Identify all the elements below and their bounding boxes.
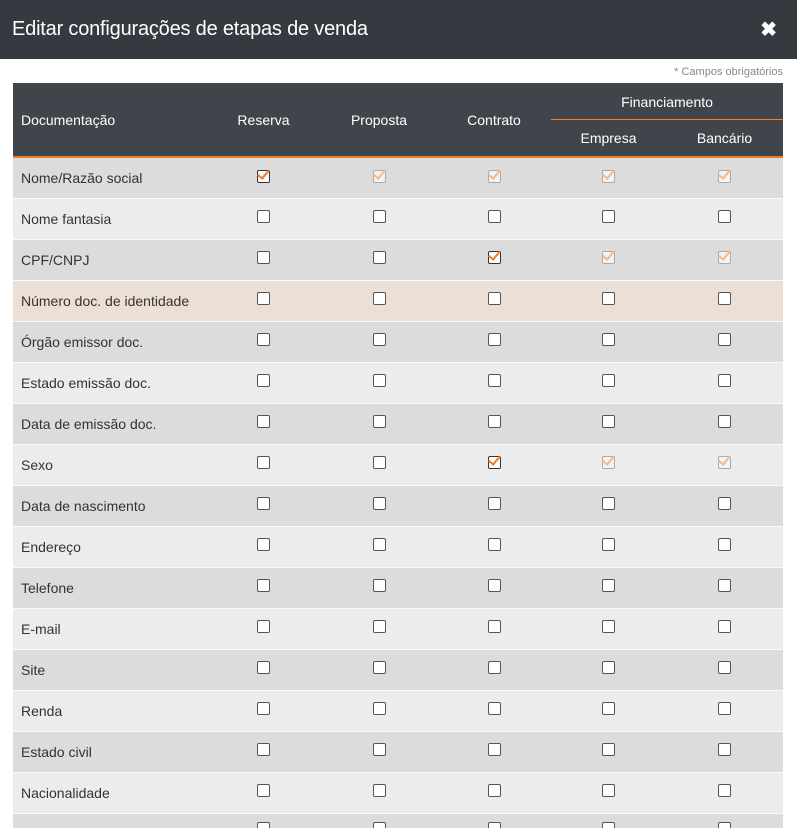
table-row bbox=[13, 772, 783, 813]
row-label: Data de nascimento bbox=[13, 485, 206, 526]
table-row bbox=[13, 485, 783, 526]
checkbox-bancario[interactable] bbox=[718, 538, 731, 551]
checkbox-bancario[interactable] bbox=[718, 210, 731, 223]
checkbox-contrato[interactable] bbox=[488, 620, 501, 633]
checkbox-proposta bbox=[373, 170, 386, 183]
checkbox-proposta[interactable] bbox=[373, 822, 386, 828]
checkbox-proposta[interactable] bbox=[373, 538, 386, 551]
column-header-financiamento: Financiamento bbox=[551, 83, 783, 120]
checkbox-contrato[interactable] bbox=[488, 456, 501, 469]
cell-empresa bbox=[551, 567, 666, 608]
checkbox-reserva[interactable] bbox=[257, 333, 270, 346]
cell-bancario bbox=[666, 444, 783, 485]
cell-proposta bbox=[321, 280, 437, 321]
checkbox-reserva[interactable] bbox=[257, 620, 270, 633]
cell-contrato bbox=[437, 280, 551, 321]
checkbox-empresa[interactable] bbox=[602, 497, 615, 510]
column-header-empresa: Empresa bbox=[551, 120, 666, 157]
cell-proposta bbox=[321, 526, 437, 567]
cell-proposta bbox=[321, 321, 437, 362]
checkbox-contrato[interactable] bbox=[488, 333, 501, 346]
cell-bancario bbox=[666, 198, 783, 239]
checkbox-bancario[interactable] bbox=[718, 743, 731, 756]
cell-proposta bbox=[321, 649, 437, 690]
row-label bbox=[13, 813, 206, 828]
checkbox-proposta[interactable] bbox=[373, 374, 386, 387]
checkbox-empresa[interactable] bbox=[602, 579, 615, 592]
checkbox-empresa[interactable] bbox=[602, 661, 615, 674]
checkbox-empresa[interactable] bbox=[602, 374, 615, 387]
cell-proposta bbox=[321, 362, 437, 403]
cell-empresa bbox=[551, 362, 666, 403]
cell-reserva bbox=[206, 772, 321, 813]
cell-contrato bbox=[437, 362, 551, 403]
cell-reserva bbox=[206, 157, 321, 198]
checkbox-contrato[interactable] bbox=[488, 822, 501, 828]
table-row bbox=[13, 157, 783, 198]
cell-reserva bbox=[206, 813, 321, 828]
cell-bancario bbox=[666, 485, 783, 526]
checkbox-contrato[interactable] bbox=[488, 210, 501, 223]
checkbox-proposta[interactable] bbox=[373, 497, 386, 510]
cell-reserva bbox=[206, 362, 321, 403]
cell-contrato bbox=[437, 198, 551, 239]
table-row bbox=[13, 649, 783, 690]
cell-empresa bbox=[551, 526, 666, 567]
row-label: Nome/Razão social bbox=[13, 157, 206, 198]
close-icon[interactable]: ✖ bbox=[760, 18, 777, 41]
checkbox-proposta[interactable] bbox=[373, 251, 386, 264]
checkbox-bancario[interactable] bbox=[718, 620, 731, 633]
checkbox-proposta[interactable] bbox=[373, 661, 386, 674]
checkbox-bancario[interactable] bbox=[718, 497, 731, 510]
checkbox-reserva[interactable] bbox=[257, 497, 270, 510]
cell-proposta bbox=[321, 608, 437, 649]
checkbox-contrato[interactable] bbox=[488, 497, 501, 510]
table-row bbox=[13, 690, 783, 731]
checkbox-empresa[interactable] bbox=[602, 620, 615, 633]
checkbox-bancario[interactable] bbox=[718, 579, 731, 592]
cell-contrato bbox=[437, 813, 551, 828]
cell-bancario bbox=[666, 772, 783, 813]
row-label: Número doc. de identidade bbox=[13, 280, 206, 321]
checkbox-proposta[interactable] bbox=[373, 456, 386, 469]
checkbox-bancario bbox=[718, 456, 731, 469]
cell-reserva bbox=[206, 567, 321, 608]
cell-proposta bbox=[321, 403, 437, 444]
column-header-bancario: Bancário bbox=[666, 120, 783, 157]
checkbox-bancario[interactable] bbox=[718, 661, 731, 674]
cell-bancario bbox=[666, 731, 783, 772]
cell-reserva bbox=[206, 280, 321, 321]
table-row bbox=[13, 403, 783, 444]
cell-contrato bbox=[437, 731, 551, 772]
cell-contrato bbox=[437, 444, 551, 485]
checkbox-bancario[interactable] bbox=[718, 333, 731, 346]
checkbox-bancario bbox=[718, 251, 731, 264]
row-label: E-mail bbox=[13, 608, 206, 649]
checkbox-empresa[interactable] bbox=[602, 702, 615, 715]
cell-bancario bbox=[666, 321, 783, 362]
cell-bancario bbox=[666, 526, 783, 567]
column-header-contrato: Contrato bbox=[437, 83, 551, 157]
checkbox-contrato[interactable] bbox=[488, 415, 501, 428]
stage-settings-table bbox=[13, 83, 783, 828]
cell-reserva bbox=[206, 444, 321, 485]
cell-contrato bbox=[437, 239, 551, 280]
checkbox-contrato[interactable] bbox=[488, 538, 501, 551]
cell-bancario bbox=[666, 567, 783, 608]
cell-contrato bbox=[437, 567, 551, 608]
cell-contrato bbox=[437, 485, 551, 526]
checkbox-bancario[interactable] bbox=[718, 822, 731, 828]
checkbox-contrato[interactable] bbox=[488, 374, 501, 387]
cell-proposta bbox=[321, 772, 437, 813]
checkbox-bancario[interactable] bbox=[718, 374, 731, 387]
checkbox-bancario bbox=[718, 170, 731, 183]
column-header-documentation: Documentação bbox=[13, 83, 206, 157]
checkbox-proposta[interactable] bbox=[373, 743, 386, 756]
cell-proposta bbox=[321, 239, 437, 280]
cell-reserva bbox=[206, 649, 321, 690]
checkbox-contrato[interactable] bbox=[488, 292, 501, 305]
checkbox-bancario[interactable] bbox=[718, 702, 731, 715]
checkbox-proposta[interactable] bbox=[373, 292, 386, 305]
cell-contrato bbox=[437, 403, 551, 444]
cell-contrato bbox=[437, 649, 551, 690]
cell-reserva bbox=[206, 731, 321, 772]
table-row bbox=[13, 362, 783, 403]
table-row bbox=[13, 608, 783, 649]
cell-proposta bbox=[321, 813, 437, 828]
cell-empresa bbox=[551, 403, 666, 444]
cell-empresa bbox=[551, 239, 666, 280]
checkbox-empresa bbox=[602, 456, 615, 469]
checkbox-proposta[interactable] bbox=[373, 784, 386, 797]
table-row bbox=[13, 239, 783, 280]
cell-reserva bbox=[206, 485, 321, 526]
checkbox-reserva[interactable] bbox=[257, 743, 270, 756]
modal-header bbox=[0, 0, 797, 59]
cell-reserva bbox=[206, 239, 321, 280]
cell-bancario bbox=[666, 280, 783, 321]
table-row bbox=[13, 444, 783, 485]
cell-bancario bbox=[666, 690, 783, 731]
checkbox-reserva[interactable] bbox=[257, 210, 270, 223]
row-label: Telefone bbox=[13, 567, 206, 608]
cell-empresa bbox=[551, 731, 666, 772]
checkbox-reserva[interactable] bbox=[257, 415, 270, 428]
cell-proposta bbox=[321, 690, 437, 731]
row-label: Site bbox=[13, 649, 206, 690]
cell-contrato bbox=[437, 608, 551, 649]
checkbox-reserva[interactable] bbox=[257, 784, 270, 797]
row-label: Endereço bbox=[13, 526, 206, 567]
checkbox-reserva[interactable] bbox=[257, 292, 270, 305]
modal-title: Editar configurações de etapas de venda bbox=[12, 18, 368, 40]
checkbox-contrato bbox=[488, 170, 501, 183]
cell-contrato bbox=[437, 690, 551, 731]
checkbox-bancario[interactable] bbox=[718, 784, 731, 797]
cell-empresa bbox=[551, 690, 666, 731]
checkbox-reserva[interactable] bbox=[257, 538, 270, 551]
cell-proposta bbox=[321, 731, 437, 772]
checkbox-reserva[interactable] bbox=[257, 374, 270, 387]
cell-contrato bbox=[437, 157, 551, 198]
table-row bbox=[13, 567, 783, 608]
cell-empresa bbox=[551, 157, 666, 198]
cell-bancario bbox=[666, 157, 783, 198]
cell-bancario bbox=[666, 649, 783, 690]
cell-empresa bbox=[551, 321, 666, 362]
cell-empresa bbox=[551, 649, 666, 690]
cell-empresa bbox=[551, 280, 666, 321]
checkbox-reserva[interactable] bbox=[257, 661, 270, 674]
table-row bbox=[13, 198, 783, 239]
cell-empresa bbox=[551, 813, 666, 828]
checkbox-contrato[interactable] bbox=[488, 784, 501, 797]
cell-proposta bbox=[321, 485, 437, 526]
cell-empresa bbox=[551, 198, 666, 239]
table-row bbox=[13, 731, 783, 772]
checkbox-empresa bbox=[602, 251, 615, 264]
checkbox-bancario[interactable] bbox=[718, 415, 731, 428]
checkbox-empresa bbox=[602, 170, 615, 183]
checkbox-proposta[interactable] bbox=[373, 620, 386, 633]
cell-contrato bbox=[437, 526, 551, 567]
cell-bancario bbox=[666, 362, 783, 403]
cell-bancario bbox=[666, 403, 783, 444]
cell-empresa bbox=[551, 772, 666, 813]
cell-contrato bbox=[437, 772, 551, 813]
checkbox-empresa[interactable] bbox=[602, 415, 615, 428]
cell-bancario bbox=[666, 239, 783, 280]
checkbox-proposta[interactable] bbox=[373, 702, 386, 715]
checkbox-empresa[interactable] bbox=[602, 822, 615, 828]
checkbox-proposta[interactable] bbox=[373, 210, 386, 223]
row-label: Renda bbox=[13, 690, 206, 731]
checkbox-empresa[interactable] bbox=[602, 292, 615, 305]
checkbox-reserva[interactable] bbox=[257, 170, 270, 183]
checkbox-empresa[interactable] bbox=[602, 333, 615, 346]
row-label: Órgão emissor doc. bbox=[13, 321, 206, 362]
row-label: Estado emissão doc. bbox=[13, 362, 206, 403]
table-row bbox=[13, 526, 783, 567]
checkbox-reserva[interactable] bbox=[257, 822, 270, 828]
checkbox-contrato[interactable] bbox=[488, 579, 501, 592]
row-label: Sexo bbox=[13, 444, 206, 485]
checkbox-empresa[interactable] bbox=[602, 538, 615, 551]
table-row bbox=[13, 813, 783, 828]
checkbox-empresa[interactable] bbox=[602, 210, 615, 223]
checkbox-proposta[interactable] bbox=[373, 415, 386, 428]
cell-empresa bbox=[551, 608, 666, 649]
checkbox-contrato[interactable] bbox=[488, 661, 501, 674]
checkbox-reserva[interactable] bbox=[257, 579, 270, 592]
row-label: Nome fantasia bbox=[13, 198, 206, 239]
cell-empresa bbox=[551, 444, 666, 485]
checkbox-reserva[interactable] bbox=[257, 456, 270, 469]
column-header-proposta: Proposta bbox=[321, 83, 437, 157]
cell-contrato bbox=[437, 321, 551, 362]
cell-proposta bbox=[321, 198, 437, 239]
row-label: Data de emissão doc. bbox=[13, 403, 206, 444]
cell-reserva bbox=[206, 321, 321, 362]
checkbox-bancario[interactable] bbox=[718, 292, 731, 305]
checkbox-proposta[interactable] bbox=[373, 579, 386, 592]
cell-reserva bbox=[206, 403, 321, 444]
checkbox-empresa[interactable] bbox=[602, 743, 615, 756]
checkbox-proposta[interactable] bbox=[373, 333, 386, 346]
checkbox-contrato[interactable] bbox=[488, 251, 501, 264]
checkbox-reserva[interactable] bbox=[257, 702, 270, 715]
cell-reserva bbox=[206, 690, 321, 731]
cell-reserva bbox=[206, 608, 321, 649]
column-header-reserva: Reserva bbox=[206, 83, 321, 157]
cell-reserva bbox=[206, 198, 321, 239]
cell-bancario bbox=[666, 813, 783, 828]
row-label: Nacionalidade bbox=[13, 772, 206, 813]
cell-proposta bbox=[321, 157, 437, 198]
table-row bbox=[13, 321, 783, 362]
checkbox-contrato[interactable] bbox=[488, 743, 501, 756]
cell-reserva bbox=[206, 526, 321, 567]
checkbox-contrato[interactable] bbox=[488, 702, 501, 715]
table-body bbox=[13, 157, 783, 828]
row-label: Estado civil bbox=[13, 731, 206, 772]
cell-bancario bbox=[666, 608, 783, 649]
cell-empresa bbox=[551, 485, 666, 526]
checkbox-empresa[interactable] bbox=[602, 784, 615, 797]
checkbox-reserva[interactable] bbox=[257, 251, 270, 264]
cell-proposta bbox=[321, 444, 437, 485]
required-fields-note: * Campos obrigatórios bbox=[674, 66, 783, 78]
row-label: CPF/CNPJ bbox=[13, 239, 206, 280]
table-row bbox=[13, 280, 783, 321]
cell-proposta bbox=[321, 567, 437, 608]
